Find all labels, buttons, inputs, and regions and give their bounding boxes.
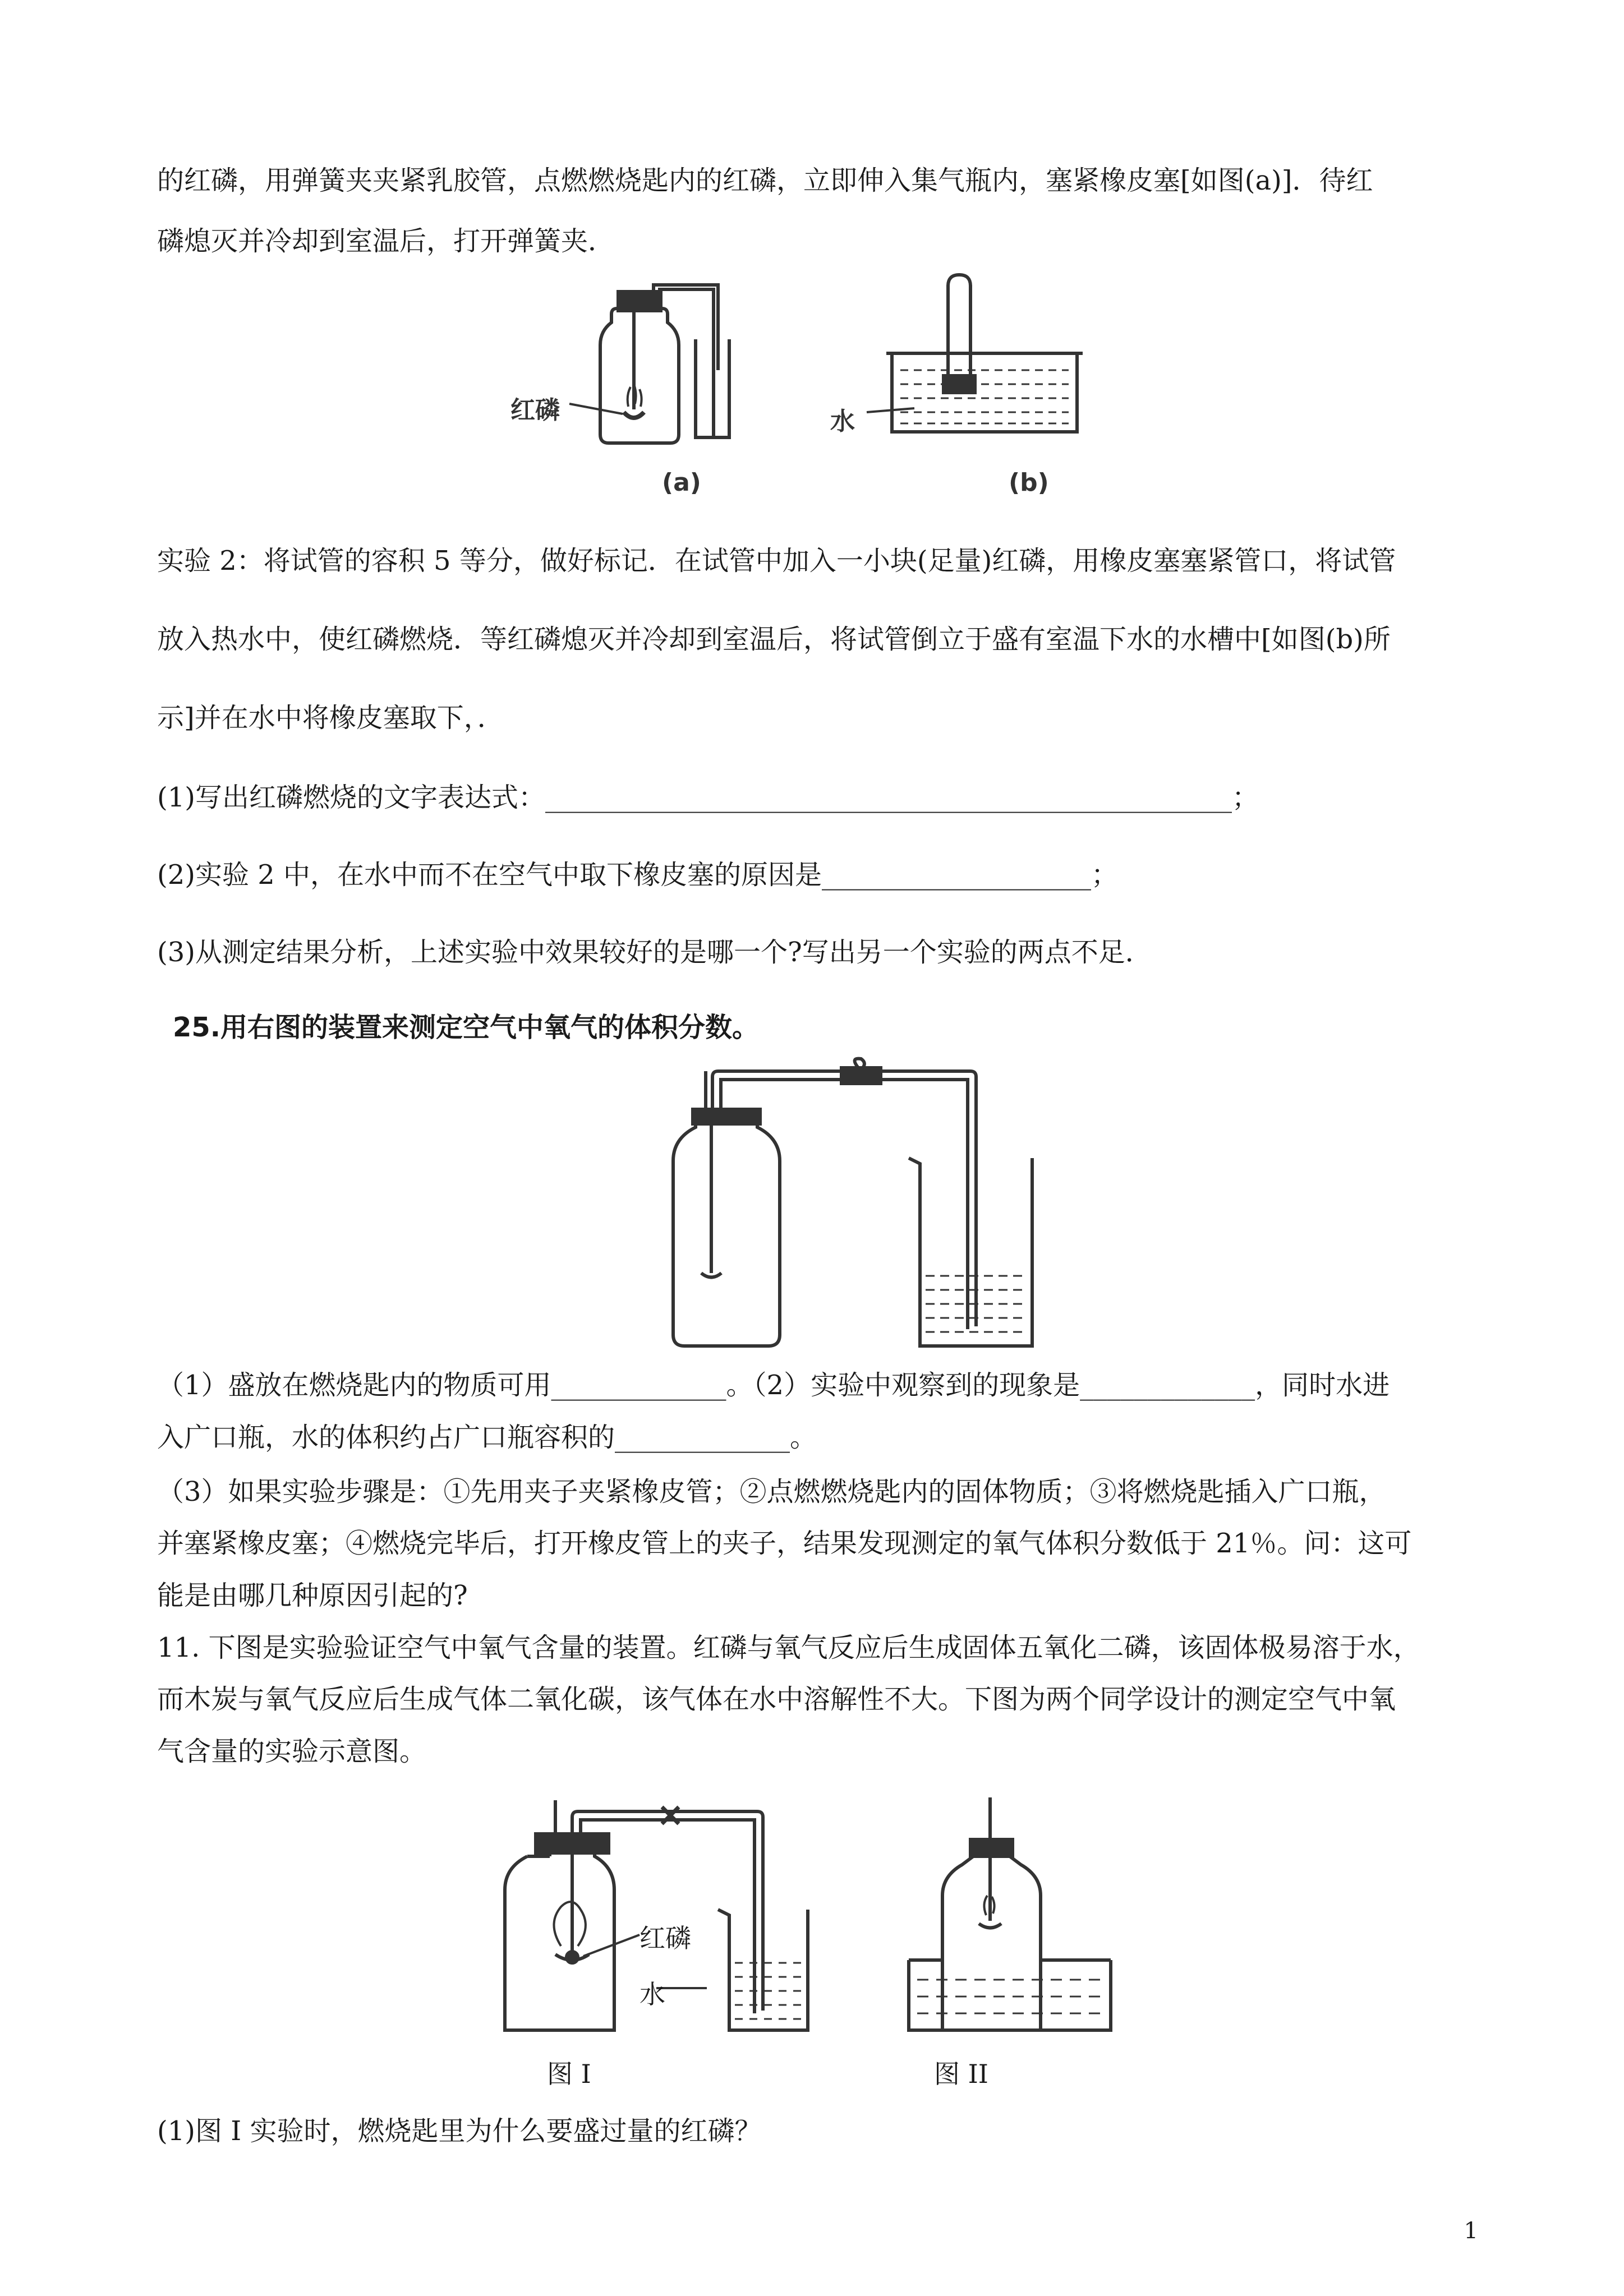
text-line-10: （1）盛放在燃烧匙内的物质可用_____________。（2）实验中观察到的现象是_____________，同时水进 (157, 1370, 1390, 1401)
text-line-18: (1)图 I 实验时，燃烧匙里为什么要盛过量的红磷？ (157, 2115, 762, 2147)
figure-25 (645, 1054, 1049, 1357)
text-line-17: 气含量的实验示意图。 (157, 1736, 427, 1767)
text-line-14: 能是由哪几种原因引起的? (157, 1580, 468, 1611)
fig-I-label-water: 水 (640, 1979, 665, 2009)
text-line-7: (2)实验 2 中，在水中而不在空气中取下橡皮塞的原因是____________________； (157, 859, 1119, 891)
page-number: 1 (1464, 2218, 1478, 2244)
fig-b-caption: (b) (1009, 468, 1049, 497)
apparatus-fig-II (909, 1797, 1111, 2030)
fig-I-caption: 图 I (547, 2059, 591, 2089)
text-line-5: 示]并在水中将橡皮塞取下，． (157, 702, 504, 734)
fig-II-caption: 图 II (934, 2059, 988, 2089)
apparatus-b (867, 275, 1083, 432)
text-line-11: 入广口瓶，水的体积约占广口瓶容积的_____________。 (157, 1422, 817, 1453)
text-line-16: 而木炭与氧气反应后生成气体二氧化碳，该气体在水中溶解性不大。下图为两个同学设计的测定空气中氧 (157, 1684, 1396, 1715)
text-line-4: 放入热水中，使红磷燃烧．等红磷熄灭并冷却到室温后，将试管倒立于盛有室温下水的水槽中[如图(b)所 (157, 624, 1391, 655)
question-25-title: 25.用右图的装置来测定空气中氧气的体积分数。 (173, 1012, 760, 1043)
text-line-6: (1)写出红磷燃烧的文字表达式：___________________________________________________； (157, 782, 1259, 813)
fig-I-label-red-phosphorus: 红磷 (640, 1923, 691, 1953)
text-line-15: 11. 下图是实验验证空气中氧气含量的装置。红磷与氧气反应后生成固体五氧化二磷，该固体极易溶于水， (157, 1632, 1420, 1663)
text-line-12: （3）如果实验步骤是：①先用夹子夹紧橡皮管；②点燃燃烧匙内的固体物质；③将燃烧匙插入广口瓶， (157, 1476, 1386, 1507)
fig-a-label-red-phosphorus: 红磷 (510, 396, 560, 425)
text-line-3: 实验 2：将试管的容积 5 等分，做好标记．在试管中加入一小块(足量)红磷，用橡皮塞塞紧管口，将试管 (157, 545, 1396, 577)
text-line-2: 磷熄灭并冷却到室温后，打开弹簧夹． (157, 225, 615, 257)
figure-ab (494, 269, 1167, 516)
text-line-1: 的红磷，用弹簧夹夹紧乳胶管，点燃燃烧匙内的红磷，立即伸入集气瓶内，塞紧橡皮塞[如图(a)]．待红 (157, 165, 1373, 196)
fig-a-caption: (a) (662, 468, 701, 497)
apparatus-a (569, 285, 729, 443)
text-line-13: 并塞紧橡皮塞；④燃烧完毕后，打开橡皮管上的夹子，结果发现测定的氧气体积分数低于 21％。问：这可 (157, 1528, 1412, 1559)
fig-b-label-water: 水 (830, 407, 855, 436)
text-line-8: (3)从测定结果分析，上述实验中效果较好的是哪一个?写出另一个实验的两点不足． (157, 937, 1152, 968)
figure-I-II (494, 1795, 1156, 2047)
